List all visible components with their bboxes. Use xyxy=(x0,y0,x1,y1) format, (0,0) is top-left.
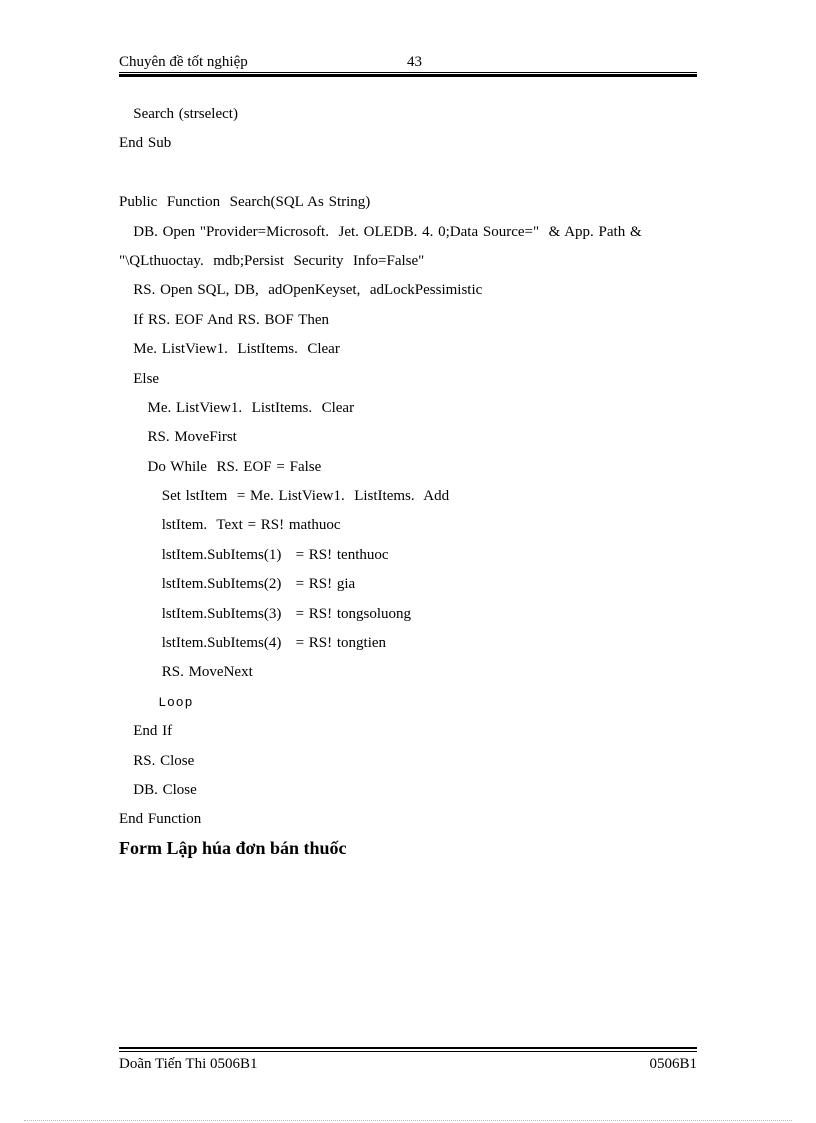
code-line: End Function xyxy=(119,811,202,828)
code-line: Me. ListView1. ListItems. Clear xyxy=(119,399,355,416)
footer-rule-thin xyxy=(119,1051,697,1052)
code-line: Search (strselect) xyxy=(119,106,238,122)
code-line: lstItem.SubItems(3) = RS! tongsoluong xyxy=(119,605,412,622)
code-line: lstItem.SubItems(2) = RS! gia xyxy=(119,576,356,593)
page-header xyxy=(119,52,697,78)
footer-author: Doãn Tiến Thi 0506B1 xyxy=(119,1056,258,1072)
code-line: RS. Close xyxy=(119,752,195,769)
page-footer xyxy=(119,1047,697,1077)
code-line: lstItem. Text = RS! mathuoc xyxy=(119,517,341,534)
code-listing xyxy=(119,100,699,835)
code-line: RS. Open SQL, DB, adOpenKeyset, adLockPessimistic xyxy=(119,282,483,299)
code-line xyxy=(119,159,699,188)
code-line: RS. MoveNext xyxy=(119,664,253,681)
code-line: End Sub xyxy=(119,135,172,152)
code-line: If RS. EOF And RS. BOF Then xyxy=(119,311,330,328)
section-heading: Form Lập húa đơn bán thuốc xyxy=(119,838,347,858)
code-line: Do While RS. EOF = False xyxy=(119,458,322,475)
code-line: lstItem.SubItems(1) = RS! tenthuoc xyxy=(119,546,389,563)
footer-rule-thick xyxy=(119,1047,697,1049)
page-edge-dotted-line xyxy=(24,1120,792,1122)
code-line: lstItem.SubItems(4) = RS! tongtien xyxy=(119,635,387,652)
code-line: DB. Open "Provider=Microsoft. Jet. OLEDB. 4. 0;Data Source=" & App. Path & xyxy=(119,223,642,240)
header-rule-thick xyxy=(119,74,697,77)
code-line: Set lstItem = Me. ListView1. ListItems. Add xyxy=(119,488,450,505)
page-number: 43 xyxy=(407,54,422,70)
code-line: End If xyxy=(119,723,173,740)
code-line: Else xyxy=(119,370,160,387)
code-line: "\QLthuoctay. mdb;Persist Security Info=False" xyxy=(119,252,425,269)
code-line: Loop xyxy=(119,694,194,710)
code-line: Public Function Search(SQL As String) xyxy=(119,194,371,211)
code-line: DB. Close xyxy=(119,781,197,798)
footer-class-code: 0506B1 xyxy=(649,1056,697,1072)
header-title: Chuyên đề tốt nghiệp xyxy=(119,54,248,70)
code-line: Me. ListView1. ListItems. Clear xyxy=(119,341,340,358)
header-rule-thin xyxy=(119,72,697,73)
code-line: RS. MoveFirst xyxy=(119,429,237,446)
